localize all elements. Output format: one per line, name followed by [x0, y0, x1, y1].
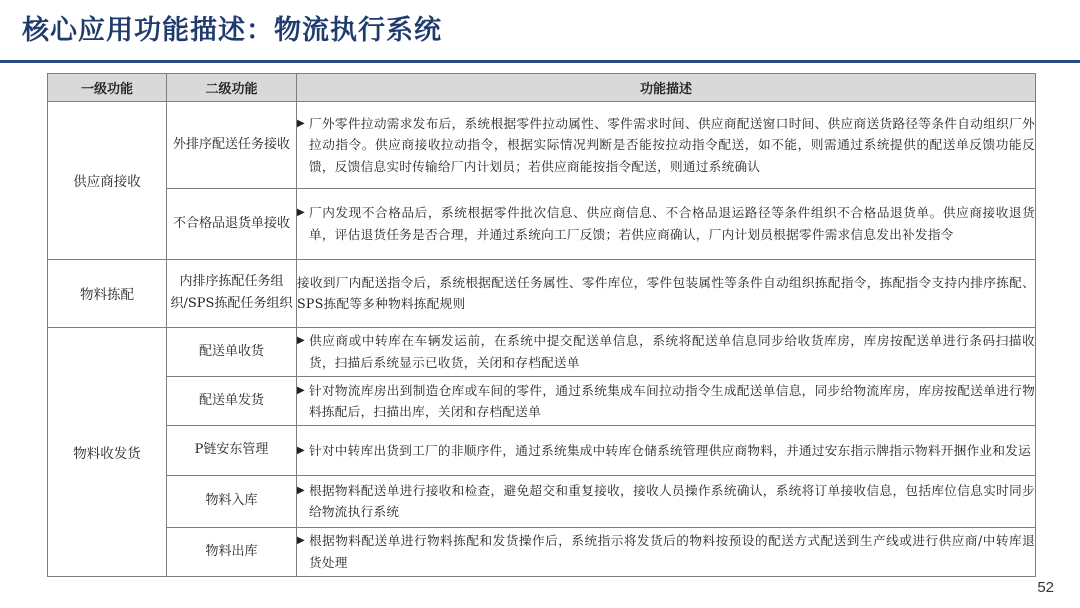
description-text: 根据物料配送单进行接收和检查，避免超交和重复接收，接收人员操作系统确认，系统将订单接收信息，包括库位信息实时同步给物流执行系统 [309, 482, 1035, 520]
bullet-arrow-icon: ▶ [297, 444, 305, 456]
description-text: 接收到厂内配送指令后，系统根据配送任务属性、零件库位，零件包装属性等条件自动组织拣配指令，拣配指令支持内排序拣配、SPS拣配等多种物料拣配规则 [297, 274, 1035, 312]
header-level1: 一级功能 [48, 74, 167, 102]
header-level2: 二级功能 [167, 74, 297, 102]
page-title: 核心应用功能描述：物流执行系统 [22, 15, 442, 46]
function-table [47, 73, 1036, 577]
page-number: 52 [1037, 579, 1054, 596]
bullet-arrow-icon: ▶ [297, 335, 305, 347]
description-cell [297, 527, 1036, 576]
table-row [48, 327, 1036, 376]
header-description: 功能描述 [297, 74, 1036, 102]
level1-cell: 物料收发货 [48, 327, 167, 576]
title-divider [0, 60, 1080, 63]
description-text: 厂外零件拉动需求发布后，系统根据零件拉动属性、零件需求时间、供应商配送窗口时间、供应商送货路径等条件自动组织厂外拉动指令。供应商接收拉动指令，根据实际情况判断是否能按拉动指令配送，如不能，则需通过系统提供的配送单反馈功能反馈，反馈信息实时传输给厂内计划员；若供应商能按指令配送，则通过系统确认 [309, 115, 1035, 175]
bullet-arrow-icon: ▶ [297, 535, 305, 547]
table-row [48, 102, 1036, 189]
bullet-arrow-icon: ▶ [297, 207, 305, 219]
description-text: 厂内发现不合格品后，系统根据零件批次信息、供应商信息、不合格品退运路径等条件组织不合格品退货单。供应商接收退货单，评估退货任务是否合理，并通过系统向工厂反馈；若供应商确认，厂内计划员根据零件需求信息发出补发指令 [309, 205, 1035, 243]
bullet-arrow-icon: ▶ [297, 484, 305, 496]
description-cell [297, 377, 1036, 426]
bullet-arrow-icon: ▶ [297, 117, 305, 129]
level2-cell: 配送单发货 [167, 377, 297, 426]
level2-cell: 内排序拣配任务组织/SPS拣配任务组织 [167, 259, 297, 327]
level2-cell: 物料出库 [167, 527, 297, 576]
level2-cell: 外排序配送任务接收 [167, 102, 297, 189]
level1-cell: 供应商接收 [48, 102, 167, 260]
table-row [48, 259, 1036, 327]
description-text: 针对中转库出货到工厂的非顺序件，通过系统集成中转库仓储系统管理供应商物料，并通过安东指示牌指示物料开捆作业和发运 [309, 442, 1032, 458]
description-text: 根据物料配送单进行物料拣配和发货操作后，系统指示将发货后的物料按预设的配送方式配送到生产线或进行供应商/中转库退货处理 [309, 533, 1035, 570]
table-row [48, 475, 1036, 527]
level2-cell: 不合格品退货单接收 [167, 189, 297, 259]
description-cell [297, 327, 1036, 376]
table-row [48, 426, 1036, 475]
level2-cell: 配送单收货 [167, 327, 297, 376]
level1-cell: 物料拣配 [48, 259, 167, 327]
description-cell [297, 189, 1036, 259]
bullet-arrow-icon: ▶ [297, 384, 305, 396]
table-row [48, 527, 1036, 576]
description-cell [297, 475, 1036, 527]
level2-cell: P链安东管理 [167, 426, 297, 475]
description-cell [297, 102, 1036, 189]
table-header-row [48, 74, 1036, 102]
description-cell [297, 426, 1036, 475]
table-row [48, 377, 1036, 426]
description-text: 供应商或中转库在车辆发运前，在系统中提交配送单信息，系统将配送单信息同步给收货库房，库房按配送单进行条码扫描收货，扫描后系统显示已收货，关闭和存档配送单 [309, 333, 1035, 371]
description-text: 针对物流库房出到制造仓库或车间的零件，通过系统集成车间拉动指令生成配送单信息，同步给物流库房，库房按配送单进行物料拣配后，扫描出库，关闭和存档配送单 [309, 382, 1035, 420]
level2-cell: 物料入库 [167, 475, 297, 527]
table-row [48, 189, 1036, 259]
description-cell [297, 259, 1036, 327]
